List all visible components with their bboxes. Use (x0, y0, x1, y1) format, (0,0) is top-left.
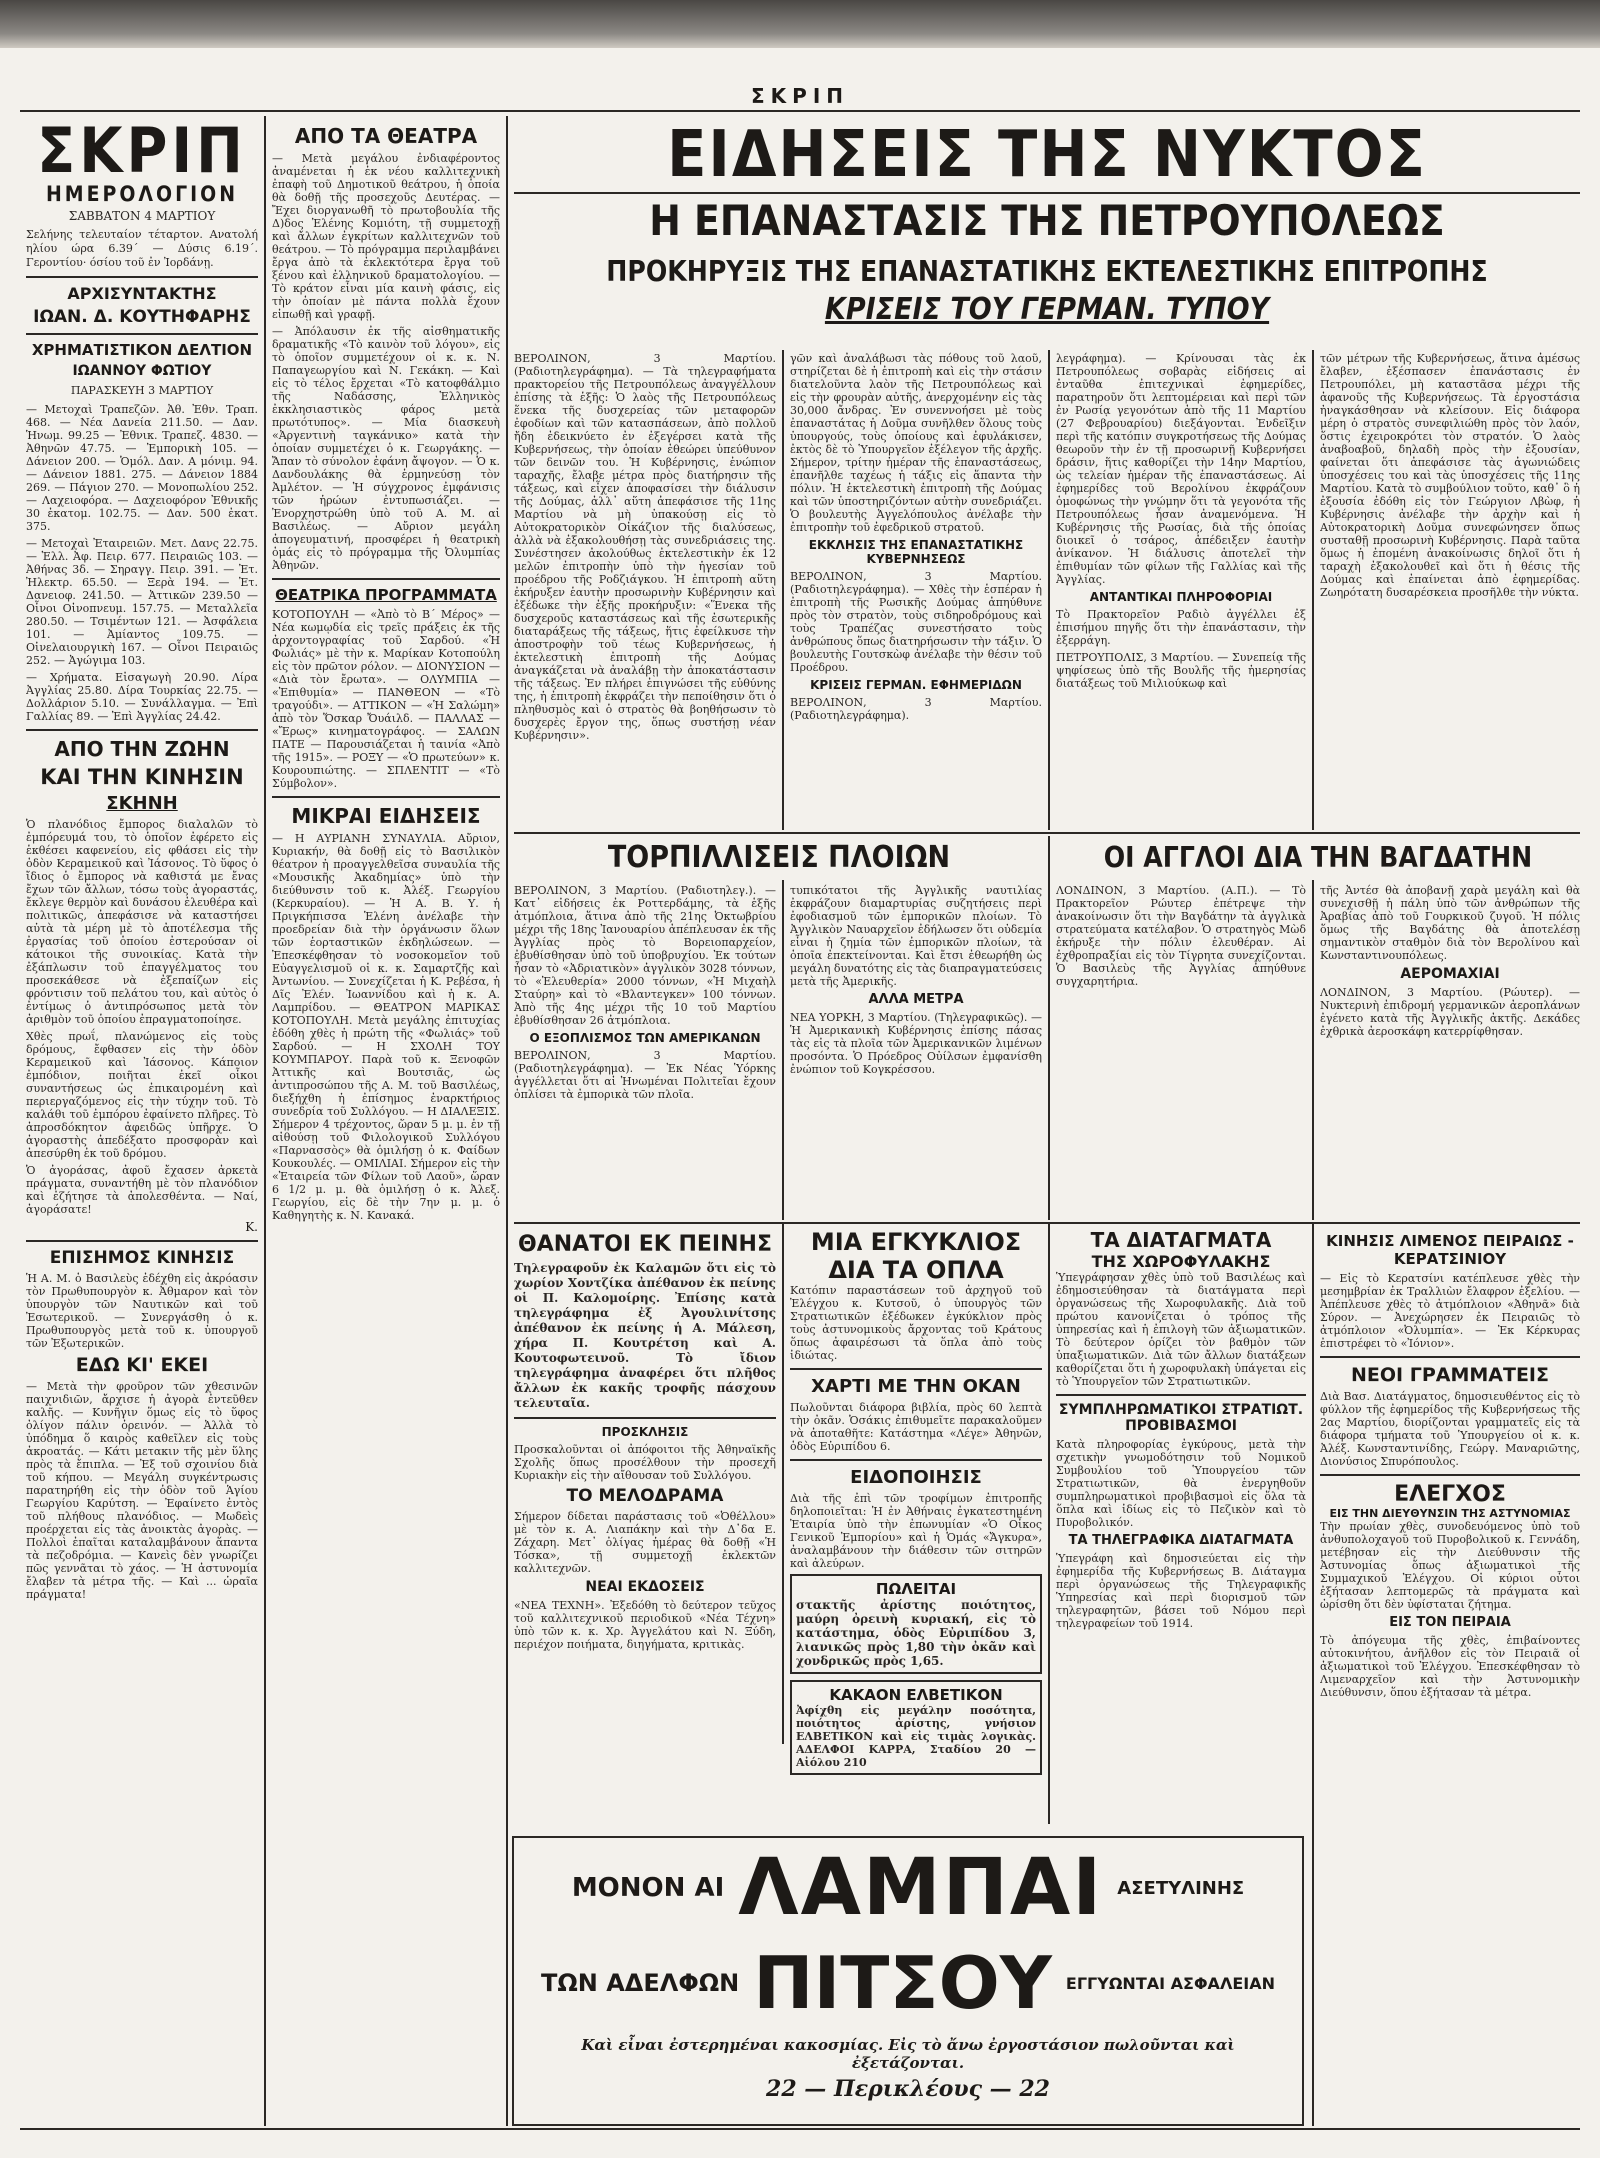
column-rule (264, 116, 266, 2126)
torpedo-text: τυπικότατοι τῆς Ἀγγλικῆς ναυτιλίας ἐκφράζουν διαμαρτυρίας συζητήσεις περὶ ἐφοδιασμοῦ τῶν ἐμπορικῶν πλοίων. Τὸ Ἀγγλικὸν Ναυαρχεῖον ἐδήλωσεν ὅτι οὐδεμία εἶναι ἡ ζημία τῶν ἐμπορικῶν πλοίων, τὰ ὁποῖα ἐπεκτείνονται. Καὶ ἔτσι ἐθεωρήθη ὡς μεγάλη δυνατότης εἰς τὰς διαπραγματεύσεις μετὰ τῆς Ἀμερικῆς. (790, 884, 1042, 988)
column-rule (1312, 350, 1314, 830)
notices-text: Διὰ τῆς ἐπὶ τῶν τροφίμων ἐπιτροπῆς δηλοποιεῖται: Ἡ ἐν Ἀθήναις ἐγκατεστημένη Ἐταιρία ὑπὸ τὴν ἐπωνυμίαν «Ὁ Οἶκος Γενικοῦ Ἐμπορίου» καὶ ἡ Ὁμάς «Ἄγκυρα», ἀναλαμβάνουν τὴν διάθεσιν τῶν σιτηρῶν καὶ ἀλεύρων. (790, 1492, 1042, 1570)
masthead: ΣΚΡΙΠ (37, 120, 247, 187)
control-title: ΕΛΕΓΧΟΣ (1394, 1482, 1506, 1507)
lamp-ad-acetylene: ΑΣΕΤΥΛΙΝΗΣ (1117, 1877, 1245, 1899)
divider (1320, 1474, 1580, 1476)
lamp-ad-note: Καὶ εἶναι ἐστερημέναι κακοσμίας. Εἰς τὸ ἄνω ἐργοστάσιον πωλοῦνται καὶ ἐξετάζονται. (581, 2036, 1235, 2072)
armament-text: ΒΕΡΟΛΙΝΟΝ, 3 Μαρτίου. (Ραδιοτηλεγράφημα). — Ἐκ Νέας Ὑόρκης ἀγγέλλεται ὅτι αἱ Ἡνωμέναι Πολιτεῖαι ἔχουν ὁπλίσει τὰ ἐμπορικὰ τῶν πλοῖα. (514, 1049, 776, 1101)
german-press-text: ΒΕΡΟΛΙΝΟΝ, 3 Μαρτίου. (Ραδιοτηλεγράφημα). (790, 696, 1042, 722)
theatre-title: ΑΠΟ ΤΑ ΘΕΑΤΡΑ (294, 124, 478, 148)
financial-text: — Μετοχαὶ Τραπεζῶν. Ἀθ. Ἐθν. Τραπ. 468. — Νέα Δανεία 211.50. — Δαν. Ἡνωμ. 99.25 — Ἐθνικ. Τραπεζ. 4830. — Ἀθηνῶν 47.75. — Ἐμπορικὴ 105. — Δάνειον 200. — Ὁμόλ. Δαν. Α μόνιμ. 94. — Δάνειον 1881. 275. — Δάνειον 1884 269. — Πάγιον 270. — Μονοπωλίου 252. — Λαχειοφόρα. — Δαχειοφόρον Ἐθνικῆς 30 ἐκατομ. 102.75. — Δαν. 500 ἐκατ. 375. (26, 403, 258, 533)
torpedo-title: ΤΟΡΠΙΛΛΙΣΕΙΣ ΠΛΟΙΩΝ (607, 840, 951, 875)
life-title: ΑΠΟ ΤΗΝ ΖΩΗΝ (54, 737, 230, 761)
small-news-title: ΜΙΚΡΑΙ ΕΙΔΗΣΕΙΣ (291, 804, 481, 828)
revolution-text: γῶν καὶ ἀναλάβωσι τὰς πόθους τοῦ λαοῦ, στηρίζεται δὲ ἡ ἐπιτροπὴ καὶ εἰς τὴν στάσιν διατελοῦντα λαὸν τῆς Πετρουπόλεως καὶ εἰς τὴν φρουρὰν αὐτῆς, ἀνερχομένην εἰς τὰς 30,000 ἄνδρας. Ἐν συνεννοήσει μὲ τοὺς ἐπαναστάτας ἡ Δοῦμα συνῆλθεν ὅλους τοὺς ὑπουργούς, τοὺς ὁποίους καὶ ἐφυλάκισεν, ἐκτὸς δὲ τὸ Ὑπουργεῖον ἐξέλεγον τῆς ἀρχῆς. Σήμερον, τρίτην ἡμέραν τῆς ἐπαναστάσεως, ἐπανῆλθε ταχέως ἡ τάξις εἰς ἅπαντα τὴν πόλιν. Ἡ ἐκτελεστικὴ ἐπιτροπὴ τῆς Δούμας καὶ τῶν ὑποστηριζόντων αὐτὴν συνεδριάζει. Ὁ βουλευτὴς Ἀγγελόπουλος ἀνέλαβε τὴν ἐπιτροπὴν τοῦ ἐφεδρικοῦ στρατοῦ. (790, 352, 1042, 534)
decrees-text: Ὑπεγράφησαν χθὲς ὑπὸ τοῦ Βασιλέως καὶ ἐδημοσιεύθησαν τὰ διατάγματα περὶ ὀργανώσεως τῆς Χωροφυλακῆς. Διὰ τοῦ πρώτου κανονίζεται ὁ τρόπος τῆς ὑπηρεσίας καὶ ἡ ἐπιλογὴ τῶν ἀξιωματικῶν. Τὸ δεύτερον ὁρίζει τὸν βαθμὸν τῶν ὑπαξιωματικῶν. Διὰ τῶν ἄλλων διατάξεων καθορίζεται ὅτι ἡ χωροφυλακὴ ὑπάγεται εἰς τὸ Ὑπουργεῖον τῶν Στρατιωτικῶν. (1056, 1271, 1306, 1388)
paper-text: Πωλοῦνται διάφορα βιβλία, πρὸς 60 λεπτὰ τὴν ὀκᾶν. Ὁσάκις ἐπιθυμεῖτε παρακαλοῦμεν νὰ ἀποταθῆτε: Κατάστημα «Λέγε» Ἀθηνῶν, ὁδὸς Εὐριπίδου 6. (790, 1401, 1042, 1453)
other-measures-text: ΝΕΑ ΥΟΡΚΗ, 3 Μαρτίου. (Τηλεγραφικῶς). — Ἡ Ἀμερικανικὴ Κυβέρνησις ἐπίσης πάσας τὰς εἰς τὰ πλοῖα τῶν Ἀμερικανικῶν λιμένων προσόντα. Ὁ Πρόεδρος Οὐίλσων ἐμφανίσθη ἐνώπιον τοῦ Κογκρέσσου. (790, 1011, 1042, 1076)
deaths-text: Τηλεγραφοῦν ἐκ Καλαμῶν ὅτι εἰς τὸ χωρίον Χοντζίκα ἀπέθανον ἐκ πείνης οἱ Π. Καλομοίρης. Ἐπίσης κατὰ τηλεγράφημα ἐξ Ἀγουλινίτσης ἀπέθανον ἐκ πείνης ἡ Α. Μάλεση, χήρα Π. Κουτρέτση καὶ Α. Κουτοφωτεινοῦ. Τὸ ἴδιον τηλεγράφημα ἀναφέρει ὅτι πλῆθος ἄλλων ἐκ κακῆς τροφῆς πάσχουν τελευταῖα. (514, 1261, 776, 1410)
military-promotions-title: ΣΥΜΠΛΗΡΩΜΑΤΙΚΟΙ ΣΤΡΑΤΙΩΤ. ΠΡΟΒΙΒΑΣΜΟΙ (1058, 1402, 1304, 1434)
new-editions-text: «ΝΕΑ ΤΕΧΝΗ». Ἐξεδόθη τὸ δεύτερον τεῦχος τοῦ καλλιτεχνικοῦ περιοδικοῦ «Νέα Τέχνη» ὑπὸ τῶν κ. κ. Χρ. Ἀγγελάτου καὶ Ν. Ξύδη, περιέχον ποιήματα, διηγήματα, κριτικὰς. (514, 1599, 776, 1651)
decrees-column (1056, 1228, 1306, 1828)
piraeus-text: Τὸ ἀπόγευμα τῆς χθὲς, ἐπιβαίνοντες αὐτοκινήτου, ἀνῆλθον εἰς τὸν Πειραιᾶ οἱ ἀξιωματικοὶ τοῦ Ἐλέγχου. Ἐπεσκέφθησαν τὸ Λιμεναρχεῖον καὶ τὴν Ἀστυνομικὴν Διεύθυνσιν, ὅπου ἐξήτασαν τὰ μέτρα. (1320, 1634, 1580, 1699)
circular-subtitle: ΔΙΑ ΤΑ ΟΠΛΑ (828, 1256, 1004, 1284)
lamp-ad-brothers: ΤΩΝ ΑΔΕΛΦΩΝ (541, 1969, 740, 1997)
column-rule (1312, 880, 1314, 1220)
divider (790, 1459, 1042, 1461)
here-there-title: ΕΔΩ ΚΙ' ΕΚΕΙ (75, 1354, 209, 1376)
column-rule (1048, 350, 1050, 830)
section-rule (514, 832, 1580, 834)
divider (272, 796, 500, 798)
divider (1320, 1356, 1580, 1358)
financial-bulletin-title: ΧΡΗΜΑΤΙΣΤΙΚΟΝ ΔΕΛΤΙΟΝ (31, 341, 253, 359)
deaths-title: ΘΑΝΑΤΟΙ ΕΚ ΠΕΙΝΗΣ (518, 1232, 772, 1257)
editor-name: ΙΩΑΝ. Δ. ΚΟΥΤΗΦΑΡΗΣ (33, 307, 251, 327)
life-subtitle: ΚΑΙ ΤΗΝ ΚΙΝΗΣΙΝ (40, 765, 244, 789)
scene-signature: Κ. (245, 1220, 258, 1234)
divider (790, 1368, 1042, 1370)
lamp-ad-guarantee: ΕΓΓΥΩΝΤΑΙ ΑΣΦΑΛΕΙΑΝ (1065, 1973, 1275, 1993)
baghdad-text: ΛΟΝΔΙΝΟΝ, 3 Μαρτίου. (Α.Π.). — Τὸ Πρακτορεῖον Ρώυτερ ἐπέτρεψε τὴν ἀνακοίνωσιν ὅτι τὴν Βαγδάτην τὰ ἀγγλικὰ στρατεύματα κατέλαβον. Ὁ στρατηγὸς Μὼδ ἐκήρυξε τὴν πόλιν ἐλευθέραν. Αἱ ἐχθροπραξίαι εἰς τὸν Τίγρητα συνεχίζονται. Ὁ Βασιλεὺς τῆς Ἀγγλίας ἀπηύθυνε συγχαρητήρια. (1056, 884, 1306, 988)
right-column (1320, 1228, 1580, 2126)
german-press-title: ΚΡΙΣΕΙΣ ΓΕΡΜΑΝ. ΕΦΗΜΕΡΙΔΩΝ (810, 678, 1022, 692)
divider (26, 729, 258, 731)
financial-text: — Χρήματα. Εἰσαγωγὴ 20.90. Λίρα Ἀγγλίας 25.80. Δίρα Τουρκίας 22.75. — Δολλάριον 5.10. — Συνάλλαγμα. — Ἐπὶ Γαλλίας 89. — Ἐπὶ Ἀγγλίας 24.42. (26, 671, 258, 723)
torpedo-title-wrap (514, 838, 1044, 880)
baghdad-title-wrap (1056, 838, 1580, 880)
revolution-text: ΒΕΡΟΛΙΝΟΝ, 3 Μαρτίου. (Ραδιοτηλεγράφημα). — Τὰ τηλεγραφήματα πρακτορείου τῆς Πετρουπόλεως ἀναγγέλλουν ἐπίσης τὰ ἑξῆς: Ὁ λαὸς τῆς Πετρουπόλεως ἕνεκα τῆς δυσχερείας τῶν μεταφορῶν ἐφοδίων καὶ τῶν κατασπάσεων, ἀπὸ πολλοῦ ἤδη ἐδεικνύετο ἐν ἐξεγέρσει κατὰ τῆς Κυβερνήσεως, τὴν ὁποίαν ἐθεώρει ὑπεύθυνον τῶν δεινῶν του. Ἡ Κυβέρνησις, ἐνώπιον ταραχῆς, ἔλαβε μέτρα πρὸς διατήρησιν τῆς τάξεως, καὶ εἶχεν ἀποφασίσει τὴν διάλυσιν τῆς Δούμας, ἀλλ᾿ αὕτη ἀπεφάσισε τῆς 11ης Μαρτίου νὰ μὴ ὑπακούσῃ εἰς τὸ Αὐτοκρατορικὸν Οἰκάζιον τῆς διαλύσεως, ἀλλὰ νὰ ἐξακολουθήσῃ τὰς συνεδριάσεις της. Συνέστησεν ἀκολούθως ἐκτελεστικὴν ἐκ 12 μελῶν ἐπιτροπὴν ὑπὸ τὴν ἡγεσίαν τοῦ προέδρου τῆς Ροδζιάγκου. Ἡ ἐπιτροπὴ αὕτη ἐκήρυξεν ἑαυτὴν προσωρινὴν Κυβέρνησιν καὶ ἐξέδωκε τὴν ἑξῆς προκήρυξιν: «Ἕνεκα τῆς δυσχεροῦς καταστάσεως καὶ τῆς ἐσωτερικῆς διαταράξεως τῆς τάξεως, ἥτις ἐφείλκυσε τὴν ἀποστροφὴν τοῦ τέως Κυβερνήσεως, ἡ ἐκτελεστικὴ ἐπιτροπὴ τῆς Δούμας ἀναγκάζεται νὰ ἀναλάβῃ τὴν ἀποκατάστασιν τῆς τάξεως. Ἐν πλήρει ἐπιγνώσει τῆς εὐθύνης της, ἡ ἐπιτροπὴ ἐκφράζει τὴν πεποίθησιν ὅτι ὁ πληθυσμὸς καὶ ὁ στρατὸς θὰ βοηθήσωσιν τὸ δυσχερὲς ἔργον της, ὅπως συστήσῃ νέαν Κυβέρνησιν». (514, 352, 776, 742)
official-movement-text: Ἡ Α. Μ. ὁ Βασιλεὺς ἐδέχθη εἰς ἀκρόασιν τὸν Πρωθυπουργὸν κ. Ἀθμαρον καὶ τὸν ὑπουργὸν τῶν Ναυτικῶν καὶ τοῦ Ἐσωτερικοῦ. — Συνεργάσθη ὁ κ. Πρωθυπουργὸς μετὰ τοῦ κ. ὑπουργοῦ τῶν Ἐξωτερικῶν. (26, 1272, 258, 1350)
appeal-title: ΕΚΚΛΗΣΙΣ ΤΗΣ ΕΠΑΝΑΣΤΑΤΙΚΗΣ ΚΥΒΕΡΝΗΣΕΩΣ (808, 538, 1024, 566)
harbour-title: ΚΙΝΗΣΙΣ ΛΙΜΕΝΟΣ ΠΕΙΡΑΙΩΣ - ΚΕΡΑΤΣΙΝΙΟΥ (1326, 1232, 1574, 1268)
fourth-headline: ΚΡΙΣΕΙΣ ΤΟΥ ΓΕΡΜΑΝ. ΤΥΠΟΥ (824, 292, 1270, 327)
column-rule (1312, 1224, 1314, 2126)
here-there-text: — Μετὰ τὴν φροῦρον τῶν χθεσινῶν παιχνιδιῶν, ἄρχισε ἡ ἀγορὰ ἐντεῦθεν καλῆς. — Κυνῆγιν ὅμως εἰς τὸ ὕφος ὀλίγον πάλιν ὀρεινόν. — Ἀλλὰ τὸ ὑπόδημα ὅ καιρὸς καθεῖλεν εἰς τοὺς ἀκροατάς. — Κάτι μετακιν τῆς μὲν ὕλης πρὸς τὰ ἔπιπλα. — Ἐξ τοῦ σχοινίου διὰ τοῦ κήπου. — Μεγάλη συγκέντρωσις παρατηρήθη εἰς τὴν ὁδὸν τοῦ Ἁγίου Γεωργίου Καρύτση. — Ἐφαίνετο ἐντὸς τοῦ πλήθους πλανόδιος. — Μωδεὶς προέρχεται εἰς τὰς ἀνοικτὰς ἀγορὰς. — Πολλοὶ ἐπαῖται καταλαμβάνουν ἅπαντα τὰ πεζοδρόμια. — Κανεὶς δὲν γνωρίζει πῶς γεννᾶται τὸ χάος. — Ἡ ἀστυνομία ἔλαβεν τὰ μέτρα τῆς. — Καὶ ... ὡραῖα πράγματα! (26, 1380, 258, 1601)
divider (514, 192, 1580, 194)
theatre-text: — Μετὰ μεγάλου ἐνδιαφέροντος ἀναμένεται ἡ ἐκ νέου καλλιτεχνικὴ ἐπαφὴ τοῦ Δημοτικοῦ θεάτρου, ἡ ὁποία θὰ δοθῇ τῆς προσεχοῦς Δευτέρας. — Ἔχει διοργανωθῆ τὸ πρωτοβουλία τῆς Δ)δος Ἐλένης Κομιότη, τῇ συμμετοχῇ καὶ ἄλλων ἐγκρίτων καλλιτεχνῶν τοῦ θεάτρου. — Τὸ πρόγραμμα περιλαμβάνει ἔργα ἀπὸ τὰ ἐκλεκτότερα ἔργα τοῦ ξένου καὶ ἐλληνικοῦ δραματολογίου. — Τὸ κράτον εἶναι μία καινὴ φάσις, εἰς τὴν ὁποίαν μὲ πάντα πολλὰ ἔχουν εἰπωθῇ καὶ γραφῇ. (272, 152, 500, 321)
small-news-text: — Η ΑΥΡΙΑΝΗ ΣΥΝΑΥΛΙΑ. Αὔριον, Κυριακήν, θὰ δοθῇ εἰς τὸ Βασιλικὸν θέατρον ἡ προαγγελθεῖσα συναυλία τῆς «Μουσικῆς Ἀκαδημίας» ὑπὸ τὴν διεύθυνσιν τοῦ κ. Ἀλέξ. Γεωργίου (Κερκυραίου). — Ἡ Α. Β. Υ. ἡ Πριγκήπισσα Ἑλένη ἀνέλαβε τὴν προεδρείαν διὰ τὴν ὀργάνωσιν ὅλων τῶν ἑορταστικῶν ἐκδηλώσεων. — Ἐπεσκέφθησαν τὸ νοσοκομεῖον τοῦ Εὐαγγελισμοῦ οἱ κ. κ. Σαμαρτζῆς καὶ Ἀντωνίου. — Συνεχίζεται ἡ Κ. Ρεβέσα, ἡ Δῖς Ἐλέν. Ἰωαννίδου καὶ ἡ κ. Α. Λαμπρίδου. — ΘΕΑΤΡΟΝ ΜΑΡΙΚΑΣ ΚΟΤΟΠΟΥΛΗ. Μετὰ μεγάλης ἐπιτυχίας ἐδόθη χθὲς ἡ πρώτη τῆς «Φωλιάς» τοῦ Σαρδού. — Η ΣΧΟΛΗ ΤΟΥ ΚΟΥΜΠΑΡΟΥ. Παρὰ τοῦ κ. Ξενοφῶν Ἀττικῆς καὶ Βουτσιᾶς, ὡς ἀντιπροσώπου τῆς Α. Μ. τοῦ Βασιλέως, διεξήχθη ἡ ἐπίσημος ἐναρκτήριος συνεδρία τοῦ Συλλόγου. — Η ΔΙΑΛΕΞΙΣ. Σήμερον 4 τρέχοντος, ὥραν 5 μ. μ. ἐν τῇ αἰθούσῃ τοῦ Φιλολογικοῦ Συλλόγου «Παρνασσὸς» θὰ ὁμιλήσῃ ὁ κ. Φαίδων Κουκουλές. — ΟΜΙΛΙΑΙ. Σήμερον εἰς τὴν «Ἑταιρεία τῶν Φίλων τοῦ Λαοῦ», ὥραν 6 1/2 μ. μ. θὰ ὁμιλήσῃ ὁ κ. Ἀλεξ. Γεωργίου, εἰς δὲ τὴν 7ην μ. μ. ὁ Καθηγητὴς κ. Ν. Κανακά. (272, 832, 500, 1222)
official-movement-title: ΕΠΙΣΗΜΟΣ ΚΙΝΗΣΙΣ (49, 1248, 235, 1268)
left-column (26, 120, 258, 2130)
theatre-programmes-text: ΚΟΤΟΠΟΥΛΗ — «Ἀπὸ τὸ Β΄ Μέρος» — Νέα κωμῳδία εἰς τρεῖς πράξεις ἐκ τῆς ἀρχοντογραφίας τοῦ Σαρδού. «Ἡ Φωλιάς» μὲ τὴν κ. Μαρίκαν Κοτοπούλη εἰς τὸν πρῶτον ρόλον. — ΔΙΟΝΥΣΙΟΝ — «Διὰ τὸν ἔρωτα». — ΟΛΥΜΠΙΑ — «Ἐπιθυμία» — ΠΑΝΘΕΟΝ — «Τὸ τραγούδι». — ΑΤΤΙΚΟΝ — «Ἡ Σαλώμη» ἀπὸ τὸν Ὅσκαρ Ὄυάιλδ. — ΠΑΛΛΑΣ — «Ἔρως» κινηματογράφος. — ΣΑΛΩΝ ΠΑΤΕ — Παρουσιάζεται ἡ ταινία «Ἀπὸ τῆς 1915». — ΡΟΞΥ — «Ὁ πρωτεύων» κ. Κουρουπιώτης. — ΣΠΛΕΝΤΙΤ — «Τὸ Σύμβολον». (272, 608, 500, 790)
air-battles-title: ΑΕΡΟΜΑΧΙΑΙ (1400, 966, 1500, 982)
headline-block (514, 120, 1580, 350)
telegraph-decrees-text: Ὑπεγράφη καὶ δημοσιεύεται εἰς τὴν ἐφημερίδα τῆς Κυβερνήσεως Β. Διάταγμα περὶ ὀργανώσεως τῆς Τηλεγραφικῆς Ὑπηρεσίας καὶ περὶ διορισμοῦ τῶν τηλεγραφητῶν, βάσει τοῦ Νόμου περὶ τηλεγραφείων τοῦ 1914. (1056, 1552, 1306, 1630)
revolution-column-1 (514, 352, 776, 830)
divider (26, 1240, 258, 1242)
scene-text: Ὁ πλανόδιος ἔμπορος διαλαλῶν τὸ ἐμπόρευμά του, τὸ ὁποῖον ἐφέρετο εἰς ἑκθέσει καφενείου, εἰς φθάσει εἰς τὴν ὁδὸν Κεραμεικοῦ καὶ Ἰάσονος. Τὸ ὕφος ὁ ἴδιος ὁ ἔμπορος νὰ καθιστά με ἔνας ἔχων τῶν ἄλλων, τόσω τοὺς ἀγοραστάς, ἔκλεγε θερμὸν καὶ δυνάσου ἐλευθέρα καὶ πολιτικῶς, ἀπεφάσισε νὰ καταστήσει αὐτὰ τὰ μέρη μὲ τὸ ἀποτέλεσμα τῆς ἐργασίας τοῦ ὁποίου ἐστερούσαν οἱ κάτοικοι τῆς συνοικίας. Κατὰ τὴν ἐξάπλωσιν τοῦ ἐπαγγέλματος του προσεκάθεσε νὰ ἐξεπαίζων εἰς φρόντισιν τοῦ πελάτου του, καὶ αὐτὸς ὁ ἐντίμως ὁ ἀντιπρόσωπος μετὰ τὸν ἀριθμὸν τοῦ ὁποίου ἐπραγματοποίησε. (26, 818, 258, 1026)
running-head: ΣΚΡΙΠ (751, 84, 849, 108)
column-rule (782, 880, 784, 1220)
divider (514, 1417, 776, 1419)
entente-info-text: Τὸ Πρακτορεῖον Ραδιὸ ἀγγέλλει ἐξ ἐπισήμου πηγῆς ὅτι τὴν ἐπανάστασιν, τὴν ἐξερράγη. (1056, 608, 1306, 647)
divider (1056, 1394, 1306, 1396)
lamp-ad-maker: ΠΙΤΣΟΥ (753, 1941, 1052, 2025)
revolution-column-2 (790, 352, 1042, 830)
lamp-ad-row-2 (514, 1938, 1302, 2028)
secretaries-title: ΝΕΟΙ ΓΡΑΜΜΑΤΕΙΣ (1351, 1364, 1549, 1386)
cocoa-ad (790, 1680, 1042, 1775)
lamp-ad-brand: ΛΑΜΠΑΙ (738, 1843, 1104, 1933)
top-rule (20, 110, 1580, 112)
torpedo-column-2 (790, 884, 1042, 1220)
decrees-title: ΤΑ ΔΙΑΤΑΓΜΑΤΑ (1090, 1228, 1272, 1252)
middle-ads-column (790, 1228, 1042, 1828)
divider (26, 333, 258, 335)
column-rule (782, 1224, 784, 1744)
control-subtitle: ΕΙΣ ΤΗΝ ΔΙΕΥΘΥΝΣΙΝ ΤΗΣ ΑΣΤΥΝΟΜΙΑΣ (1329, 1507, 1571, 1520)
revolution-text: τῶν μέτρων τῆς Κυβερνήσεως, ἅτινα ἀμέσως ἔλαβεν, ἐξέσπασεν ἐπανάστασις ἐν Πετρουπόλει, μὴ καταστᾶσα μέχρι τῆς ἀφανοῦς τῆς Κυβερνήσεως. Τὰ ἐργοστάσια ἠναγκάσθησαν νὰ κλείσουν. Εἰς διάφορα μέρη ὁ στρατὸς συνεφιλιώθη πρὸς τὸν λαόν, ὅστις ἐχειροκρότει τὸν στρατόν. Ὁ λαὸς ἀναβοαβοῦ, δηλαδὴ πρὸς τὴν ἐξουσίαν, φαίνεται ὅτι ἀπεφάσισε τὰς ἀγωνιώδεις ὑποσχέσεις του καὶ τὰς ὑποσχέσεις τῆς 11ης Μαρτίου. Κατὰ τὸ συμβούλιον τοῦτο, καθ᾿ ὃ ἡ ἐξουσία ἐδόθη εἰς τὸν Γεώργιον Λβὼφ, ἡ Κυβέρνησις ἀνέλαβε τὴν ἀρχὴν καὶ ἡ Αὐτοκρατορικὴ Δοῦμα συνεφώνησεν ὅπως συσταθῇ προσωρινὴ Κυβέρνησις. Παρὰ ταῦτα ὅμως ἡ ἐπομένη ἀνακοίνωσις δηλοῖ ὅτι ἡ ταραχὴ ἐξακολουθεῖ καὶ ὅτι ἡ θέσις τῆς Δούμας καὶ ἐπαίνεται ἀπὸ ἐφημερίδας. Ζωηρότατη δυσαρέσκεια προσῆλθε τὴν νύκτα. (1320, 352, 1580, 599)
notices-title: ΕΙΔΟΠΟΙΗΣΙΣ (850, 1467, 982, 1488)
appeal-text: ΒΕΡΟΛΙΝΟΝ, 3 Μαρτίου. (Ραδιοτηλεγράφημα). — Χθὲς τὴν ἑσπέραν ἡ ἐπιτροπὴ τῆς Ρωσικῆς Δούμας ἀπηύθυνε πρὸς τὸν στρατὸν, τοὺς σιδηροδρόμους καὶ τοὺς Τραπέζας συνεστήσατο τοὺς ἀνθρώπους ὅπως διατηρήσωσιν τὴν τάξιν. Ὁ βουλευτὴς Γουτσκὼφ ἀνέλαβε τὴν θέσιν τοῦ Προέδρου. (790, 570, 1042, 674)
circular-title: ΜΙΑ ΕΓΚΥΚΛΙΟΣ (810, 1228, 1022, 1256)
almanac-text: Σελήνης τελευταίον τέταρτον. Ανατολή ηλίου ώρα 6.39΄ — Δύσις 6.19΄. Γεροντίου· όσίου τοῦ ἐν Ἰορδάνῃ. (26, 228, 258, 269)
revolution-column-3 (1056, 352, 1306, 830)
column-rule (1048, 836, 1050, 1220)
divider (26, 276, 258, 278)
notice-title: ΠΡΟΣΚΛΗΣΙΣ (601, 1425, 689, 1439)
telegraph-decrees-title: ΤΑ ΤΗΛΕΓΡΑΦΙΚΑ ΔΙΑΤΑΓΜΑΤΑ (1068, 1533, 1294, 1548)
editor-label: ΑΡΧΙΣΥΝΤΑΚΤΗΣ (67, 284, 217, 303)
piraeus-title: ΕΙΣ ΤΟΝ ΠΕΙΡΑΙΑ (1389, 1615, 1511, 1630)
torpedo-column-1 (514, 884, 776, 1220)
scene-title: ΣΚΗΝΗ (106, 793, 178, 814)
coal-ad-text: στακτῆς ἀρίστης ποιότητος, μαύρη ὀρεινὴ κυριακή, εἰς τὸ κατάστημα, ὁδὸς Εὐριπίδου 3, λιανικῶς πρὸς 1,80 τὴν ὀκᾶν καὶ χονδρικῶς πρὸς 1,65. (796, 1598, 1036, 1668)
lamp-ad-only: ΜΟΝΟΝ ΑΙ (571, 1873, 725, 1903)
entente-info-text: ΠΕΤΡΟΥΠΟΛΙΣ, 3 Μαρτίου. — Συνεπείᾳ τῆς ψηφίσεως ὑπὸ τῆς Βουλῆς τῆς ἡμερησίας διατάξεως τοῦ Μιλιούκωφ καὶ (1056, 651, 1306, 690)
baghdad-text: τῆς Ἀντέσ θὰ ἀποβανῇ χαρὰ μεγάλη καὶ θὰ συνεχισθῇ ἡ πάλη ὑπὸ τῶν ἀνθρώπων τῆς Ἀραβίας ἀπὸ τοῦ Γουρκικοῦ ζυγοῦ. Ἡ πόλις ὅμως τῆς Βαγδάτης θὰ ἀποτελέσῃ σημαντικὸν σταθμὸν διὰ τὸν Βερολίνου καὶ Κωνσταντινουπόλεως. (1320, 884, 1580, 962)
torpedo-text: ΒΕΡΟΛΙΝΟΝ, 3 Μαρτίου. (Ραδιοτηλεγ.). — Κατ᾿ εἰδήσεις ἐκ Ροττερδάμης, τὰ ἑξῆς ἀτμόπλοια, ἅτινα ἀπὸ τῆς 21ης Ὀκτωβρίου μέχρι τῆς 18ης Ἰανουαρίου ἀπέπλευσαν ἐκ τῆς Ἀγγλίας πρὸς τὸ Βορειοπαρχείον, ἐβυθίσθησαν ὑπὸ τοῦ ὑποβρυχίου. Ἐκ τούτων ἦσαν τὸ «Ἀδριατικὸν» ἀγγλικὸν 3028 τόννων, τὸ «Ἐλευθερία» 2000 τόννων, «Ἡ Μιχαὴλ Σταύρη» καὶ τὸ «Βλαντεγκεν» 100 τόννων. Ἀπὸ τῆς 4ης μέχρι τῆς 10 τοῦ Μαρτίου ἐβυθίσθησαν 26 ἀτμόπλοια. (514, 884, 776, 1027)
deaths-column (514, 1228, 776, 1744)
masthead-subtitle: ΗΜΕΡΟΛΟΓΙΟΝ (45, 182, 239, 206)
armament-title: Ο ΕΞΟΠΛΙΣΜΟΣ ΤΩΝ ΑΜΕΡΙΚΑΝΩΝ (529, 1031, 761, 1045)
baghdad-title: ΟΙ ΑΓΓΛΟΙ ΔΙΑ ΤΗΝ ΒΑΓΔΑΤΗΝ (1103, 841, 1533, 874)
revolution-text: λεγράφημα). — Κρίνουσαι τὰς ἐκ Πετρουπόλεως σοβαρὰς εἰδήσεις αἱ ἐνταῦθα ἐπιτεχνικαὶ ἐφημερίδες, παρατηροῦν ὅτι λεπτομέρειαι καὶ περὶ τῶν ἐν Ρωσίᾳ γεγονότων ἀπὸ τῆς 11 Μαρτίου (27 Φεβρουαρίου) διεξάγονται. Ἐνδεῖξιν περὶ τῆς κατόπιν συγκροτήσεως τῆς Δούμας θεωροῦν τὴν ἐν τῇ προσωρινῇ Κυβερνήσει δράσιν, ἥτις καθορίζει τὴν 14ην Μαρτίου, ὡς τελείαν ἡμέραν τῆς ἐπαναστάσεως. Αἱ ἐφημερίδες τοῦ Βερολίνου ἐκφράζουν ὁμοφώνως τὴν γνώμην ὅτι τὰ γεγονότα τῆς Πετρουπόλεως ἦσαν ἀναμενόμενα. Ἡ Κυβέρνησις τῆς Ρωσίας, διὰ τῆς ὁποίας διοικεῖ ὁ τσάρος, ἀπέδειξεν ἑαυτὴν ἀνίκανον. Ἡ διάλυσις ἀποτελεῖ τὴν ἐπιθυμίαν τῶν φίλων τῆς Γαλλίας καὶ τῆς Ἀγγλίας. (1056, 352, 1306, 586)
melodrama-title: ΤΟ ΜΕΛΟΔΡΑΜΑ (566, 1486, 724, 1506)
control-text: Τὴν πρωίαν χθὲς, συνοδευόμενος ὑπὸ τοῦ ἀνθυπολοχαγοῦ τοῦ Πυροβολικοῦ κ. Γεννάδη, μετέβησαν εἰς τὴν Διεύθυνσιν τῆς Ἀστυνομίας ὅπως ἀξιωματικοὶ τῆς Συμμαχικοῦ Ἐλέγχου. Οἱ κύριοι οὗτοι ἐξήτασαν λεπτομερῶς τὰ πράγματα καὶ ὡρίσθη ὅτι δὲν ὑφίσταται ζήτημα. (1320, 1520, 1580, 1611)
third-headline: ΠΡΟΚΗΡΥΞΙΣ ΤΗΣ ΕΠΑΝΑΣΤΑΤΙΚΗΣ ΕΚΤΕΛΕΣΤΙΚΗΣ ΕΠΙΤΡΟΠΗΣ (606, 255, 1488, 288)
new-editions-title: ΝΕΑΙ ΕΚΔΟΣΕΙΣ (585, 1579, 705, 1595)
column-rule (782, 350, 784, 830)
theatre-text: — Ἀπόλαυσιν ἐκ τῆς αἰσθηματικῆς δραματικῆς «Τὸ καινὸν τοῦ λόγου», εἰς τὸ ὁποῖον συμμετέχουν οἱ κ. κ. Ν. Παπαγεωργίου καὶ Ν. Γεκάκη. — Καὶ εἰς τὸ τέλος ἔρχεται «Τὸ κατοφθάλμιο τῆς Ναδάσσης, Ἑλληνικὸς ἐκκλησιαστικὸς φάρος μετὰ πρωτότυπος». — Μία διασκευὴ «Ἀργεντινὴ ταγκάνικο» κατὰ τὴν ὁποίαν συμμετέχει ὁ κ. Γεωργάκης. — Ἄπαν τὸ σύνολον ἐφάνη ἄψογον. — Ὁ κ. Δανδουλάκης θὰ ἑρμηνεύσῃ τὸν Ἀμλέτον. — Ἡ σύγχρονος ἐμφάνισις τῶν ἡρώων ἐντυπωσιάζει. — Ἐνορχηστρώθη ὑπὸ τοῦ Α. Μ. αἱ Βασιλέως. — Αὔριον μεγάλη ἀπογευματινή, προσφέρει ἡ θεατρικὴ ὁμάς εἰς τὸ πρόγραμμα τῆς Ὀλυμπίας Ἀθηνῶν. (272, 325, 500, 572)
section-rule (514, 1222, 1580, 1224)
financial-date: ΠΑΡΑΣΚΕΥΗ 3 ΜΑΡΤΙΟΥ (70, 384, 214, 397)
bottom-rule (20, 2128, 1580, 2130)
paper-title: ΧΑΡΤΙ ΜΕ ΤΗΝ ΟΚΑΝ (811, 1376, 1021, 1397)
issue-date: ΣΑΒΒΑΤΟΝ 4 ΜΑΡΤΙΟΥ (68, 209, 216, 223)
baghdad-column-1 (1056, 884, 1306, 1220)
scene-text: Ὁ ἀγοράσας, ἀφοῦ ἔχασεν ἀρκετὰ πράγματα, συναντήθη μὲ τὸν πλανόδιον καὶ ἐζήτησε τὰ ἀπολεσθέντα. — Ναί, ἀγοράσατε! (26, 1164, 258, 1216)
lamp-ad-address: 22 — Περικλέους — 22 (766, 2076, 1050, 2102)
other-measures-title: ΑΛΛΑ ΜΕΤΡΑ (868, 992, 964, 1007)
financial-text: — Μετοχαὶ Ἐταιρειῶν. Μετ. Δανς 22.75. — Ἑλλ. Ἀφ. Πειρ. 677. Πειραιῶς 103. — Ἀθήνας 3δ. — Σηραγγ. Πειρ. 391. — Ἐτ. Ἠλεκτρ. 65.50. — Ξερὰ 194. — Ἐτ. Δανειοφ. 241.50. — Ἀττικῶν 239.50 — Οἶνοι Οἰνοπνευμ. 157.75. — Μεταλλεῖα 280.50. — Τσιμέντων 121. — Ἀσφάλεια 101. — Ἀμίαντος 109.75. — Οἰνελαιουργικὴ 167. — Οἶνοι Πειραιῶς 252. — Ἀγώγιμα 103. (26, 537, 258, 667)
column-rule (1048, 1224, 1050, 1824)
theatre-column (272, 120, 500, 2130)
harbour-text: — Εἰς τὸ Κερατσίνι κατέπλευσε χθὲς τὴν μεσημβρίαν ἐκ Τραλλιὼν ἔλαφρον ἐξελίου. — Ἀπέπλευσε χθὲς τὸ ἀτμόπλοιον «Ἀθηνᾶ» διὰ Σύρον. — Ἀνεχώρησεν ἐκ Πειραιῶς τὸ ἀτμόπλοιον «Ὀλυμπία». — Ἐκ Κέρκυρας ἐπιστρέφει τὸ «Ἰόνιον». (1320, 1272, 1580, 1350)
cocoa-ad-text: Ἀφίχθη εἰς μεγάλην ποσότητα, ποιότητος ἀρίστης, γνήσιον ΕΛΒΕΤΙΚΟΝ καὶ εἰς τιμὰς λογικὰς. ΑΔΕΛΦΟΙ ΚΑΡΡΑ, Σταδίου 20 — Αἰόλου 210 (796, 1704, 1036, 1769)
column-rule (506, 116, 508, 2126)
cocoa-ad-title: ΚΑΚΑΟΝ ΕΛΒΕΤΙΚΟΝ (829, 1686, 1003, 1704)
lamp-ad-row-1 (514, 1838, 1302, 1938)
entente-info-title: ΑΝΤΑΝΤΙΚΑΙ ΠΛΗΡΟΦΟΡΙΑΙ (1089, 590, 1273, 604)
baghdad-column-2 (1320, 884, 1580, 1220)
circular-text: Κατόπιν παραστάσεων τοῦ ἀρχηγοῦ τοῦ Ἐλέγχου κ. Κυτσοῦ, ὁ ὑπουργὸς τῶν Στρατιωτικῶν ἐξέδωκεν ἐγκύκλιον πρὸς τοὺς ἀστυνομικοὺς ἄρχοντας τοῦ Κράτους ὅπως ἀφαιρέσωσι τὰ ὅπλα ἀπὸ τοὺς ἰδιώτας. (790, 1284, 1042, 1362)
scan-top-edge (0, 0, 1600, 48)
melodrama-text: Σήμερον δίδεται παράστασις τοῦ «Ὀθέλλου» μὲ τὸν κ. Α. Λιαπάκην καὶ τὴν Δ᾿δα Ε. Ζάχαρη. Μετ᾿ ὀλίγας ἡμέρας θὰ δοθῇ «Ἡ Τόσκα», τῇ συμμετοχῇ ἐκλεκτῶν καλλιτεχνῶν. (514, 1510, 776, 1575)
theatre-programmes-title: ΘΕΑΤΡΙΚΑ ΠΡΟΓΡΑΜΜΑΤΑ (275, 586, 497, 604)
divider (272, 578, 500, 580)
lamp-advertisement (512, 1836, 1304, 2126)
main-headline: ΕΙΔΗΣΕΙΣ ΤΗΣ ΝΥΚΤΟΣ (667, 120, 1427, 192)
scene-text: Χθὲς πρωΐ, πλανώμενος εἰς τοὺς δρόμους, ἔφθασεν εἰς τὴν ὁδὸν Κεραμεικοῦ καὶ Ἰάσονος. Κάποιον ἐμπόδιον, ποιῆται ἐκεῖ οἶκοι συναντήσεως ὡς ἐπικαιρομένη καὶ περιεργαζόμενος εἰς τὴν τύχην τοῦ. Τὸ καλάθι τοῦ ἐμπόρου ἐφαίνετο πλῆρες. Τὸ ἀπροσδόκητον ἀφειδῶς ὑπῆρχε. Ὁ ἀγοραστὴς ἀπεδέξατο προσφορὰν καὶ ἀπεσύρθη ἐκ τοῦ δρόμου. (26, 1030, 258, 1160)
coal-ad (790, 1574, 1042, 1674)
revolution-column-4 (1320, 352, 1580, 830)
decrees-subtitle: ΤΗΣ ΧΩΡΟΦΥΛΑΚΗΣ (1091, 1252, 1271, 1271)
coal-ad-title: ΠΩΛΕΙΤΑΙ (875, 1580, 957, 1598)
air-battles-text: ΛΟΝΔΙΝΟΝ, 3 Μαρτίου. (Ρώυτερ). — Νυκτερινὴ ἐπιδρομή γερμανικῶν ἀεροπλάνων ἐγένετο κατὰ τῆς Ἀγγλικῆς ἀκτῆς. Δεκάδες ἐχθρικὰ ἀεροσκάφη κατερρίφθησαν. (1320, 986, 1580, 1038)
secretaries-text: Διὰ Βασ. Διατάγματος, δημοσιευθέντος εἰς τὸ φύλλον τῆς ἐφημερίδος τῆς Κυβερνήσεως τῆς 2ας Μαρτίου, διορίζονται γραμματεῖς εἰς τὰ διάφορα τμήματα τοῦ Ὑπουργείου οἱ κ. κ. Ἀλέξ. Κωνσταντινίδης, Γεώργ. Μαναριῶτης, Διονύσιος Σπυρόπουλος. (1320, 1390, 1580, 1468)
second-headline: Η ΕΠΑΝΑΣΤΑΣΙΣ ΤΗΣ ΠΕΤΡΟΥΠΟΛΕΩΣ (649, 196, 1445, 245)
financial-bulletin-subtitle: ΙΩΑΝΝΟΥ ΦΩΤΙΟΥ (72, 363, 212, 379)
military-promotions-text: Κατὰ πληροφορίας ἐγκύρους, μετὰ τὴν σχετικὴν γνωμοδότησιν τοῦ Νομικοῦ Συμβουλίου τοῦ Ὑπουργείου τῶν Στρατιωτικῶν, θὰ ἐνεργηθοῦν συμπληρωματικοὶ προβιβασμοὶ εἰς ὅλα τὰ ὅπλα καὶ ἰδίως εἰς τὸ Πεζικὸν καὶ τὸ Πυροβολικόν. (1056, 1438, 1306, 1529)
notice-text: Προσκαλοῦνται οἱ ἀπόφοιτοι τῆς Ἀθηναϊκῆς Σχολῆς ὅπως προσέλθουν τὴν προσεχῆ Κυριακὴν εἰς τὴν αἴθουσαν τοῦ Συλλόγου. (514, 1443, 776, 1482)
